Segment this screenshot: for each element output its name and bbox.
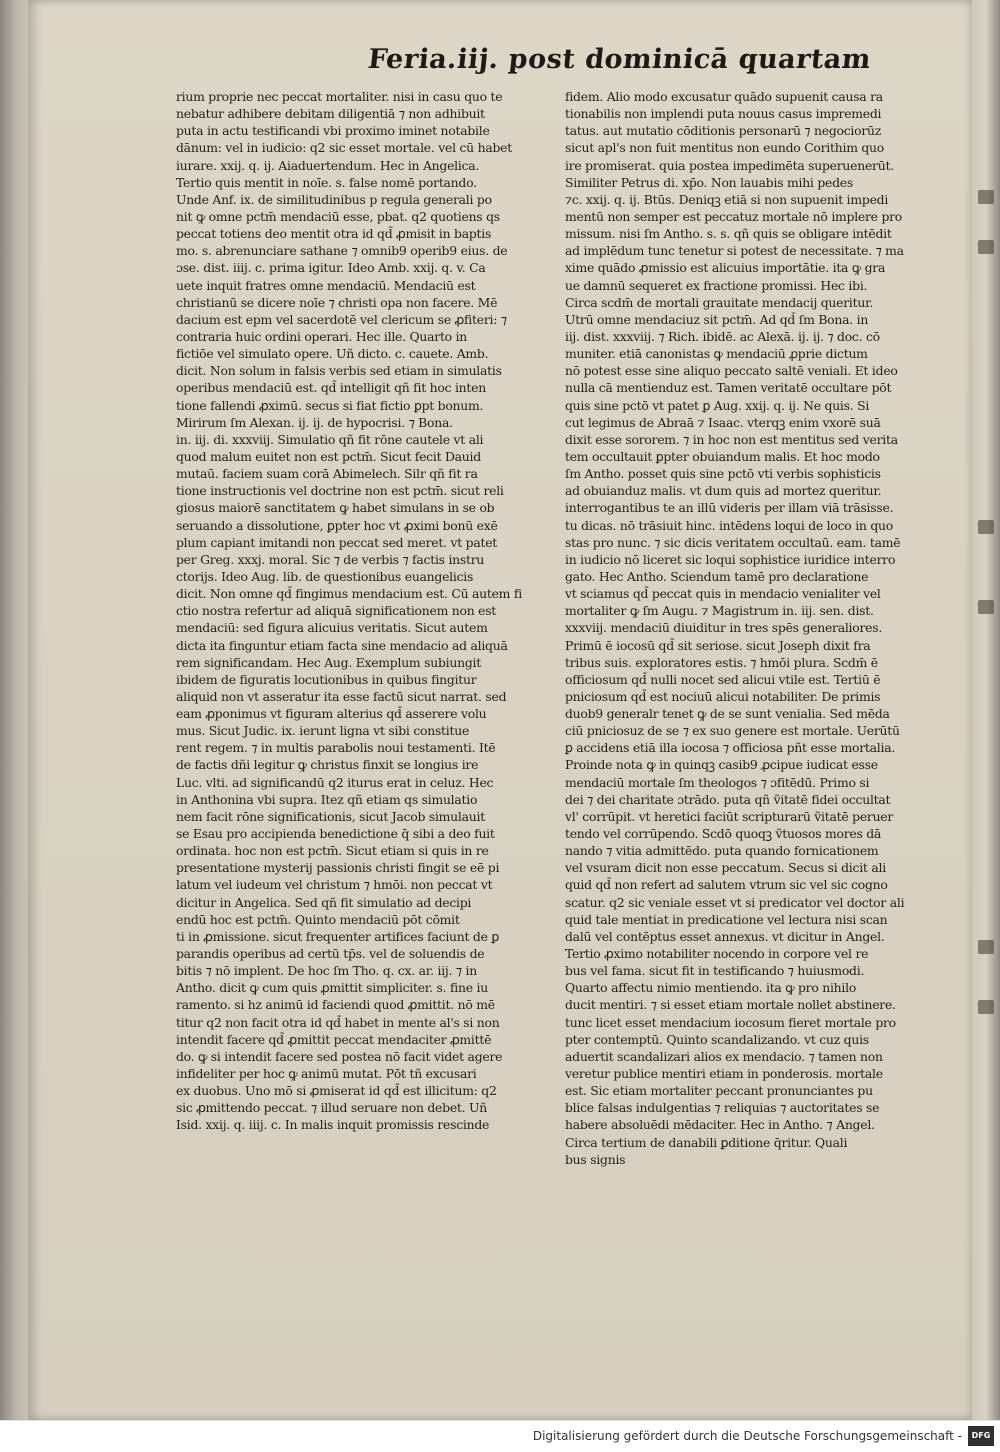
adjacent-page-mark (978, 520, 994, 534)
text-line: nit ꝙ omne pctm̄ mendaciū esse, pbat. q2 quotiens qs (176, 208, 500, 224)
text-line: parandis operibus ad certū tp̄s. vel de soluendis de (176, 946, 485, 962)
text-line: in Anthonina vbi supra. Itez qñ etiam qs simulatio (176, 791, 478, 807)
text-line: mendaciū mortale ſm theologos ⁊ ɔfitēdū. Primo si (565, 774, 870, 790)
text-line: nulla cā mentienduz est. Tamen veritatē occultare pōt (565, 380, 892, 396)
text-line: pter contemptū. Quinto scandalizando. vt cuz quis (565, 1031, 869, 1047)
text-line: Circa tertium de danabili ꝑditione q̄ritur. Quali (565, 1134, 848, 1150)
text-line: nando ⁊ vitia admittēdo. puta quando fornicationem (565, 843, 879, 859)
text-line: Isid. xxij. q. iiij. c. In malis inquit promissis rescinde (176, 1117, 490, 1133)
text-line: latum vel iudeum vel christum ⁊ hmōi. non peccat vt (176, 877, 493, 893)
text-line: tatus. aut mutatio cōditionis personarū ⁊ negociorūz (565, 123, 882, 139)
text-line: est. Sic etiam mortaliter peccant pronunciantes pu (565, 1083, 873, 1099)
text-line: vt sciamus qd̄ peccat quis in mendacio venialiter vel (565, 586, 881, 602)
text-line: habere absoluēdi mēdaciter. Hec in Antho. ⁊ Angel. (565, 1117, 875, 1133)
text-line: ramento. si hz animū id faciendi quod ꝓmittit. nō mē (176, 997, 495, 1013)
text-line: tu dicas. nō trāsiuit hinc. intēdens loqui de loco in quo (565, 517, 893, 533)
text-line: bus vel fama. sicut fit in testificando ⁊ huiusmodi. (565, 963, 865, 979)
text-line: stas pro nunc. ⁊ sic dicis veritatem occultaū. eam. tamē (565, 534, 901, 550)
text-line: nebatur adhibere debitam diligentiā ⁊ non adhibuit (176, 106, 485, 122)
text-line: xxxviij. mendaciū diuiditur in tres spēs generaliores. (565, 620, 883, 636)
text-line: operibus mendaciū est. qd̄ intelligit qñ fit hoc inten (176, 380, 486, 396)
text-line: tione instructionis vel doctrine non est pctm̄. sicut reli (176, 483, 504, 499)
text-line: giosus maiorē sanctitatem ꝙ habet simulans in se ob (176, 500, 495, 516)
text-line: cut legimus de Abraā ⁊ Isaac. vterqꝫ enim vxorē suā (565, 414, 881, 430)
text-line: ⁊c. xxij. q. ij. Btūs. Deniqꝫ etiā si non supuenit impedi (565, 191, 889, 207)
text-line: plum capiant imitandi non peccat sed meret. vt patet (176, 534, 498, 550)
text-line: ciū pniciosuz de se ⁊ ex suo genere est mortale. Uerūtū (565, 723, 900, 739)
text-line: Tertio quis mentit in noīe. s. false nomē portando. (176, 174, 477, 190)
text-line: contraria huic ordini operari. Hec ille. Quarto in (176, 328, 468, 344)
text-line: dicta ita finguntur etiam facta sine mendacio ad aliquā (176, 637, 508, 653)
text-line: peccat totiens deo mentit otra id qd̄ ꝓmisit in baptis (176, 226, 492, 242)
text-line: endū hoc est pctm̄. Quinto mendaciū pōt cōmit (176, 911, 460, 927)
text-line: mentū non semper est peccatuz mortale nō implere pro (565, 208, 903, 224)
right-text-column (565, 88, 957, 1168)
text-line: Unde Anf. ix. de similitudinibus p regula generali po (176, 191, 492, 207)
text-line: tione fallendi ꝓximū. secus si fiat fictio ꝑpt bonum. (176, 397, 484, 413)
text-line: missum. nisi ſm Antho. s. s. qñ quis se obligare intēdit (565, 226, 892, 242)
text-line: Luc. vlti. ad significandū q2 iturus erat in celuz. Hec (176, 774, 494, 790)
text-line: muniter. etiā canonistas ꝙ mendaciū ꝓprie dictum (565, 346, 868, 362)
text-line: quis sine pctō vt patet ꝑ Aug. xxij. q. ij. Ne quis. Si (565, 397, 870, 413)
text-line: ti in ꝓmissione. sicut frequenter artifices faciunt de ꝑ (176, 928, 499, 944)
text-line: nem facit rōne significationis, sicut Jacob simulauit (176, 808, 485, 824)
text-line: ꝑ accidens etiā illa iocosa ⁊ officiosa pñt esse mortalia. (565, 740, 896, 756)
text-line: rium proprie nec peccat mortaliter. nisi in casu quo te (176, 89, 503, 104)
text-line: ɔse. dist. iiij. c. prima igitur. Ideo Amb. xxij. q. v. Ca (176, 260, 486, 276)
text-line: eam ꝓponimus vt figuram alterius qd̄ asserere volu (176, 706, 487, 722)
text-line: gato. Hec Antho. Sciendum tamē pro declaratione (565, 568, 869, 584)
text-line: vl' corrūpit. vt heretici faciūt scripturarū ṽitatē peruer (565, 808, 894, 824)
text-line: quid tale mentiat in predicatione vel lectura nisi scan (565, 911, 888, 927)
text-line: iurare. xxij. q. ij. Aiaduertendum. Hec in Angelica. (176, 157, 480, 173)
text-line: duob9 generalr tenet ꝙ de se sunt venialia. Sed mēda (565, 706, 890, 722)
text-line: ducit mentiri. ⁊ si esset etiam mortale nollet abstinere. (565, 997, 896, 1013)
text-line: ordinata. hoc non est pctm̄. Sicut etiam si quis in re (176, 843, 489, 859)
text-line: aduertit scandalizari alios ex mendacio. ⁊ tamen non (565, 1048, 883, 1064)
text-line: quod malum euitet non est pctm̄. Sicut fecit Dauid (176, 448, 481, 464)
text-line: dicit. Non omne qd̄ fingimus mendacium est. Cū autem fi (176, 586, 522, 602)
text-line: pniciosum qd̄ est nociuū alicui notabiliter. De primis (565, 688, 881, 704)
text-line: mus. Sicut Judic. ix. ierunt ligna vt sibi constitue (176, 723, 470, 739)
text-line: ctio nostra refertur ad aliquā significationem non est (176, 603, 497, 619)
text-line: ad obuianduz malis. vt dum quis ad mortez queritur. (565, 483, 882, 499)
text-line: aliquid non vt asseratur ita esse factū sicut narrat. sed (176, 688, 507, 704)
text-line: puta in actu testificandi vbi proximo iminet notabile (176, 123, 490, 139)
text-line: mortaliter ꝙ ſm Augu. ⁊ Magistrum in. iij. sen. dist. (565, 603, 874, 619)
text-line: scatur. q2 sic veniale esset vt si predicator vel doctor ali (565, 894, 905, 910)
text-line: fidem. Alio modo excusatur quādo supuenit causa ra (565, 89, 883, 104)
text-line: tem occultauit ꝑpter obuiandum malis. Et hoc modo (565, 448, 880, 464)
text-line: rem significandam. Hec Aug. Exemplum subiungit (176, 654, 481, 670)
text-line: tunc licet esset mendacium iocosum fieret mortale pro (565, 1014, 896, 1030)
text-line: interrogantibus te an illū videris per illam viā trāsisse. (565, 500, 894, 516)
adjacent-page-mark (978, 1000, 994, 1014)
text-line: uete inquit fratres omne mendaciū. Mendaciū est (176, 277, 476, 293)
text-line: iij. dist. xxxviij. ⁊ Rich. ibidē. ac Alexā. ij. ij. ⁊ doc. cō (565, 328, 880, 344)
text-line: do. ꝙ si intendit facere sed postea nō facit videt agere (176, 1048, 503, 1064)
text-line: dicitur in Angelica. Sed qñ fit simulatio ad decipi (176, 894, 472, 910)
text-line: Utrū omne mendaciuz sit pctm̄. Ad qd̄ ſm Bona. in (565, 311, 869, 327)
text-line: ſm Antho. posset quis sine pctō vti verbis sophisticis (565, 466, 881, 482)
text-line: ibidem de figuratis locutionibus in quibus fingitur (176, 671, 477, 687)
text-line: ctorijs. Ideo Aug. lib. de questionibus euangelicis (176, 568, 474, 584)
text-line: nō potest esse sine aliquo peccato saltē veniali. Et ideo (565, 363, 898, 379)
dfg-logo: DFG (968, 1426, 994, 1446)
text-line: se Esau pro accipienda benedictione q̄ sibi a deo fuit (176, 826, 495, 842)
running-head: Feria.iij. post dominicā quartam (366, 44, 873, 75)
text-line: officiosum qd̄ nulli nocet sed alicui vtile est. Tertiū ē (565, 671, 881, 687)
text-line: mutaū. faciem suam corā Abimelech. Silr qñ fit ra (176, 466, 478, 482)
text-line: dalū vel contēptus esset annexus. vt dicitur in Angel. (565, 928, 885, 944)
text-line: bus signis (565, 1151, 626, 1167)
text-line: ue damnū sequeret ex fractione promissi. Hec ibi. (565, 277, 868, 293)
text-line: dacium est epm vel sacerdotē vel clericum se ꝓfiteri: ⁊ (176, 311, 507, 327)
text-line: Primū ē iocosū qd̄ sit seriose. sicut Joseph dixit fra (565, 637, 871, 653)
text-line: per Greg. xxxj. moral. Sic ⁊ de verbis ⁊ factis instru (176, 551, 485, 567)
text-line: ire promiserat. quia postea impedimēta superuenerūt. (565, 157, 894, 173)
text-line: dānum: vel in iudicio: q2 sic esset mortale. vel cū habet (176, 140, 512, 156)
text-line: Proinde nota ꝙ in quinqꝫ casib9 ꝓcipue iudicat esse (565, 757, 878, 773)
text-line: de factis dñi legitur ꝙ christus finxit se longius ire (176, 757, 479, 773)
footer-credit: Digitalisierung gefördert durch die Deutsche Forschungsgemeinschaft - (532, 1429, 962, 1443)
adjacent-page-mark (978, 240, 994, 254)
text-line: veretur publice mentiri etiam in ponderosis. mortale (565, 1066, 883, 1082)
text-line: quid qd̄ non refert ad salutem vtrum sic vel sic cogno (565, 877, 888, 893)
left-text-column (176, 88, 554, 1134)
text-line: seruando a dissolutione, ꝑpter hoc vt ꝓximi bonū exē (176, 517, 498, 533)
text-line: vel vsuram dicit non esse peccatum. Secus si dicit ali (565, 860, 886, 876)
text-line: fictiōe vel simulato opere. Uñ dicto. c. cauete. Amb. (176, 346, 489, 362)
text-line: mendaciū: sed figura alicuius veritatis. Sicut autem (176, 620, 488, 636)
text-line: infideliter per hoc ꝙ animū mutat. Pōt tñ excusari (176, 1066, 477, 1082)
text-line: Mirirum ſm Alexan. ij. ij. de hypocrisi. ⁊ Bona. (176, 414, 453, 430)
text-line: blice falsas indulgentias ⁊ reliquias ⁊ auctoritates se (565, 1100, 880, 1116)
text-line: Antho. dicit ꝙ cum quis ꝓmittit simpliciter. s. fine iu (176, 980, 488, 996)
text-line: dei ⁊ dei charitate ɔtrādo. puta qñ ṽitatē fidei occultat (565, 791, 891, 807)
text-line: ad implēdum tunc tenetur si potest de necessitate. ⁊ ma (565, 243, 904, 259)
text-line: tendo vel corrūpendo. Scdō quoqꝫ ṽtuosos mores dā (565, 826, 882, 842)
text-line: sicut apl's non fuit mentitus non eundo Corithim quo (565, 140, 885, 156)
digitization-footer (0, 1420, 1000, 1452)
text-line: in. iij. di. xxxviij. Simulatio qñ fit rōne cautele vt ali (176, 431, 484, 447)
adjacent-page-mark (978, 600, 994, 614)
adjacent-page-mark (978, 190, 994, 204)
text-line: Quarto affectu nimio mentiendo. ita ꝙ pro nihilo (565, 980, 857, 996)
text-line: dicit. Non solum in falsis verbis sed etiam in simulatis (176, 363, 502, 379)
text-line: tionabilis non implendi puta nouus casus impremedi (565, 106, 882, 122)
text-line: bitis ⁊ nō implent. De hoc ſm Tho. q. cx. ar. iij. ⁊ in (176, 963, 477, 979)
adjacent-page-mark (978, 940, 994, 954)
text-line: Tertio ꝓximo notabiliter nocendo in corpore vel re (565, 946, 869, 962)
text-line: tribus suis. exploratores estis. ⁊ hmōi plura. Scdm̄ ē (565, 654, 878, 670)
text-line: sic ꝓmittendo peccat. ⁊ illud seruare non debet. Uñ (176, 1100, 487, 1116)
text-line: intendit facere qd̄ ꝓmittit peccat mendaciter ꝓmittē (176, 1031, 492, 1047)
text-line: presentatione mysterij passionis christi fingit se eē pi (176, 860, 500, 876)
adjacent-page-edge (972, 0, 1000, 1420)
text-line: Similiter Petrus di. xp̄o. Non lauabis mihi pedes (565, 174, 853, 190)
text-line: xime quādo ꝓmissio est alicuius importātie. ita ꝙ gra (565, 260, 886, 276)
text-line: dixit esse sororem. ⁊ in hoc non est mentitus sed verita (565, 431, 898, 447)
text-line: rent regem. ⁊ in multis parabolis noui testamenti. Itē (176, 740, 496, 756)
text-line: christianū se dicere noīe ⁊ christi opa non facere. Mē (176, 294, 498, 310)
text-line: titur q2 non facit otra id qd̄ habet in mente al's si non (176, 1014, 500, 1030)
text-line: Circa scdm̄ de mortali grauitate mendacij queritur. (565, 294, 874, 310)
text-line: in iudicio nō liceret sic loqui sophistice iuridice interro (565, 551, 896, 567)
text-line: ex duobus. Uno mō si ꝓmiserat id qd̄ est illicitum: q2 (176, 1083, 497, 1099)
text-line: mo. s. abrenunciare sathane ⁊ omnib9 operib9 eius. de (176, 243, 508, 259)
